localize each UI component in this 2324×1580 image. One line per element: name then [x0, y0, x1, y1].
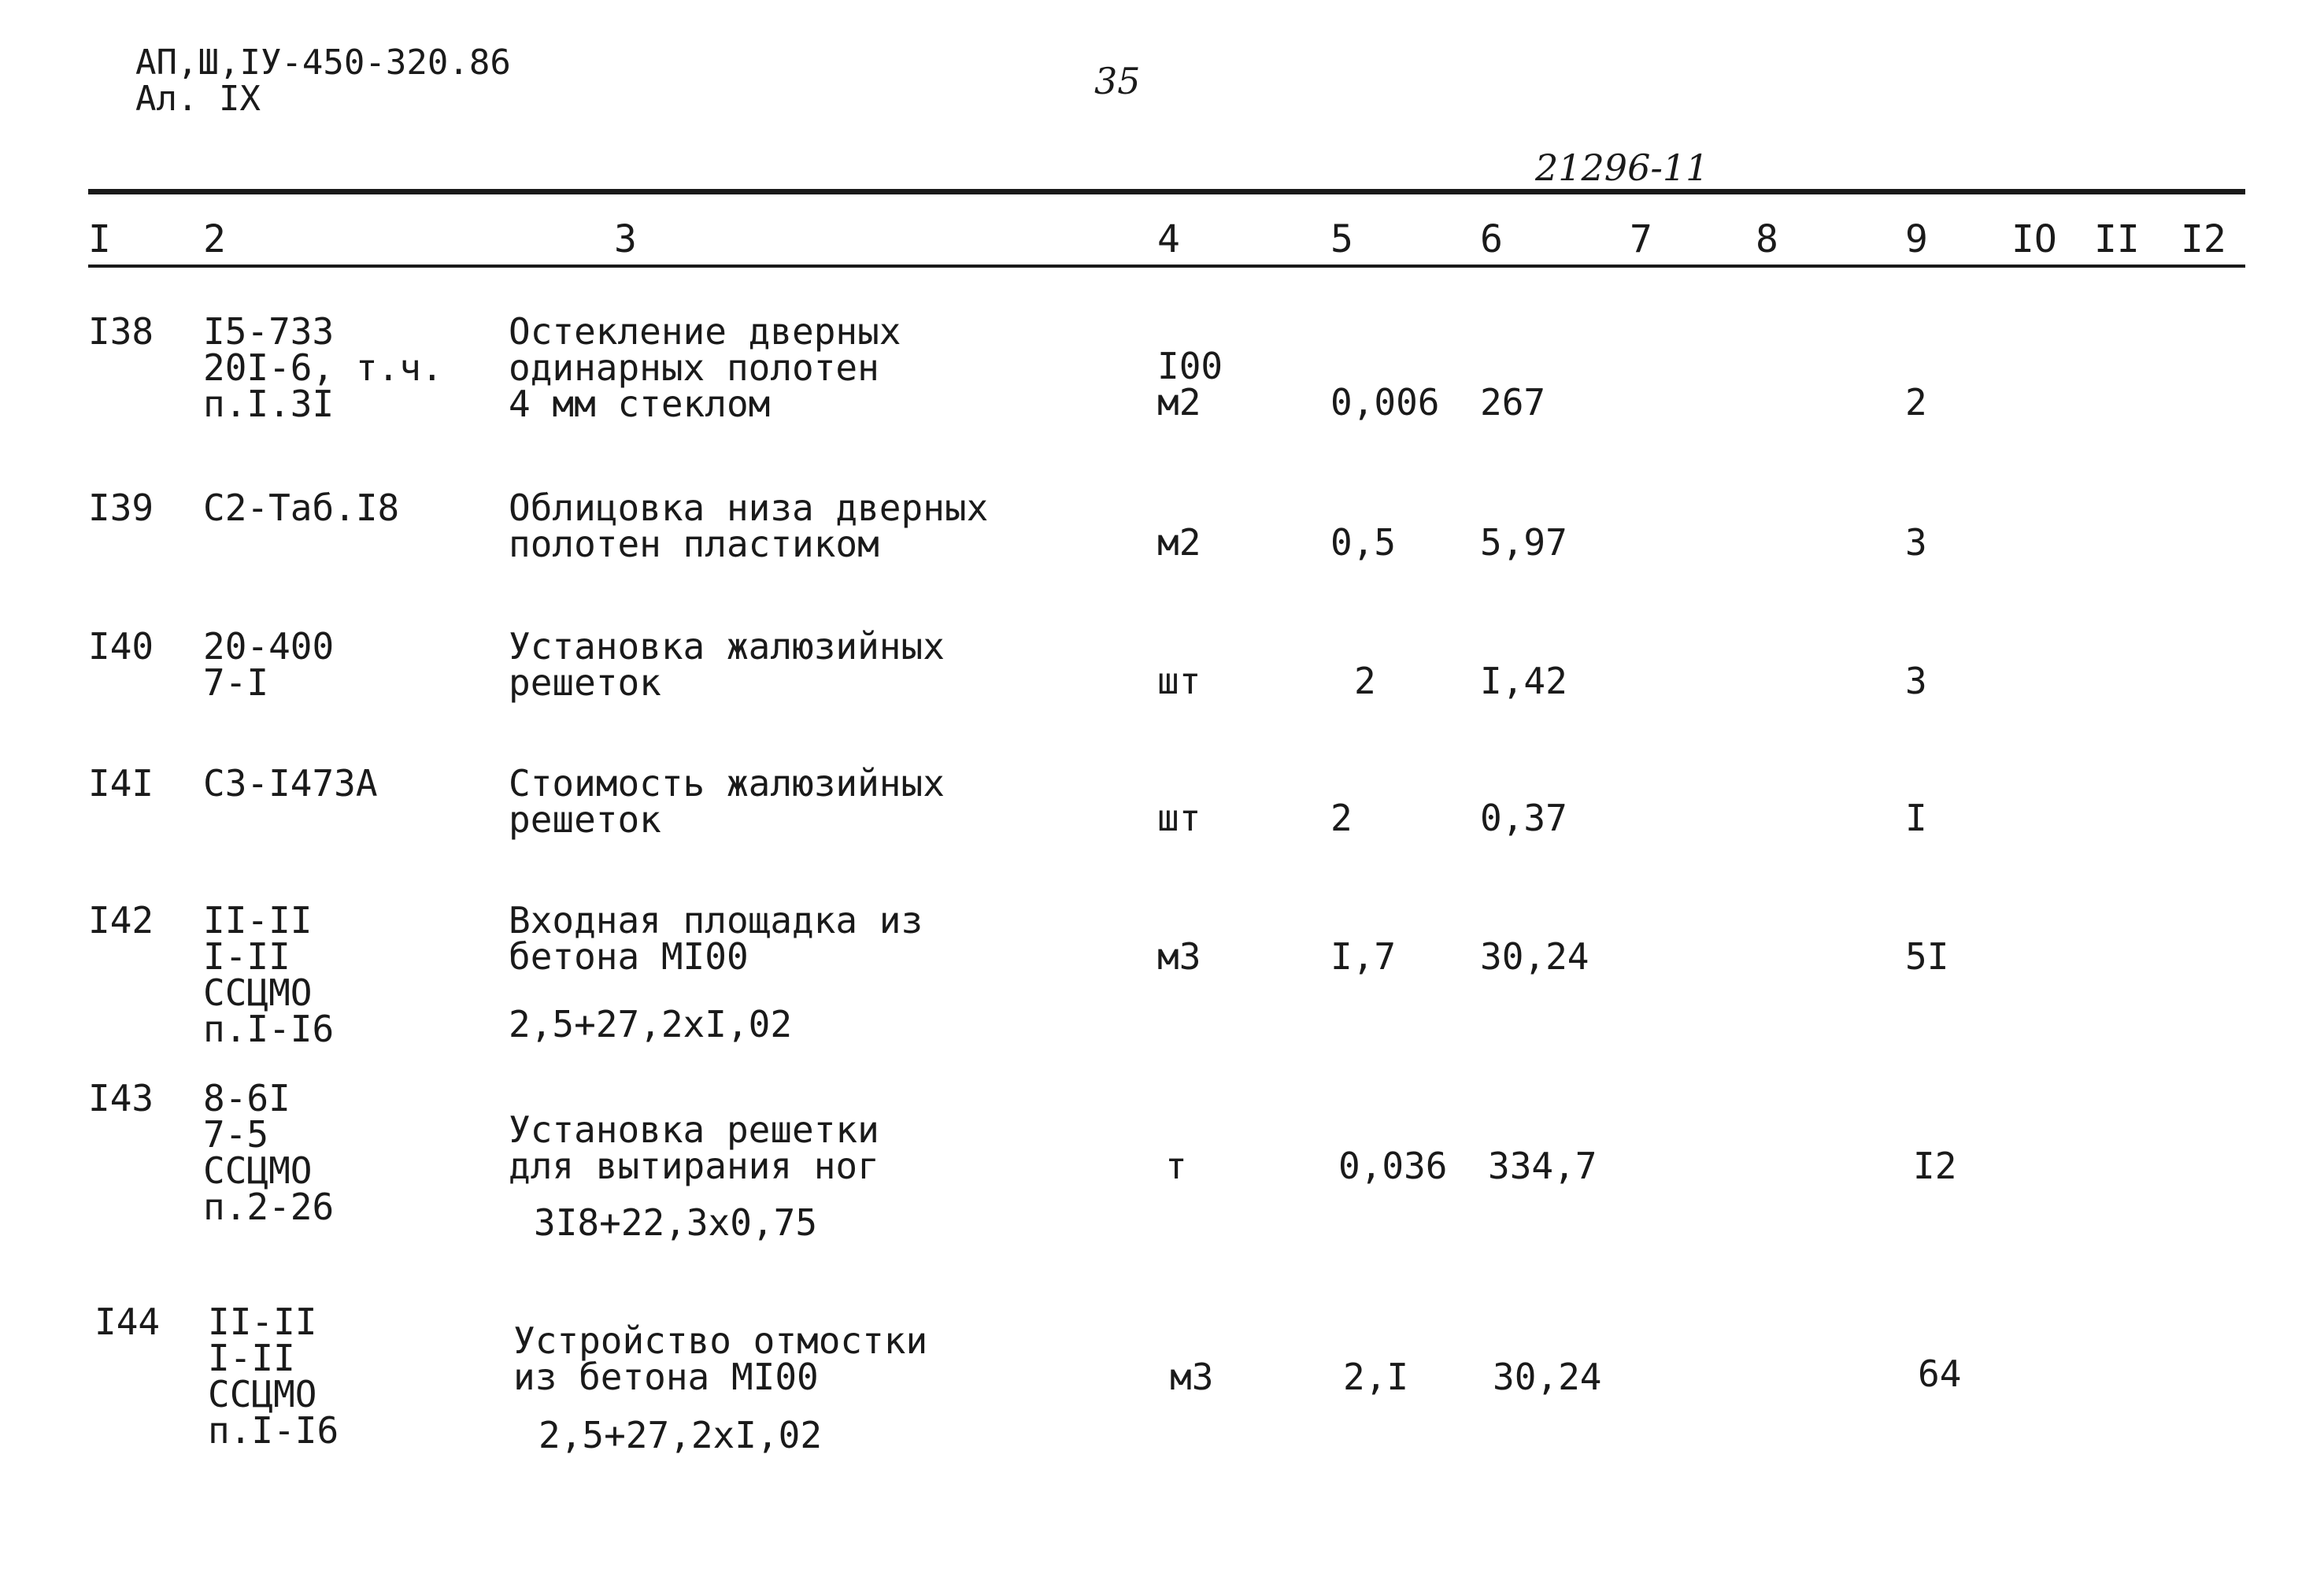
column-header-10: IO — [2011, 217, 2057, 261]
norm-code: II-II I-II ССЦМО п.I-I6 — [208, 1301, 339, 1452]
quantity: 2 — [1354, 660, 1376, 702]
unit-price: 30,24 — [1480, 935, 1589, 978]
header-bottom-rule — [88, 265, 2245, 268]
unit-price: 5,97 — [1480, 521, 1567, 564]
column-header-3: 3 — [614, 217, 637, 261]
quantity-calculation: 2,5+27,2хI,02 — [509, 1003, 793, 1045]
page-number: 35 — [1094, 60, 1141, 102]
row-number: I40 — [88, 625, 154, 668]
norm-code: I5-733 20I-6, т.ч. п.I.3I — [203, 310, 443, 425]
column-header-1: I — [88, 217, 111, 261]
work-description: Входная площадка из бетона МI00 — [509, 899, 923, 978]
unit: шт — [1157, 660, 1201, 702]
unit: I00 м2 — [1157, 345, 1223, 424]
column-header-12: I2 — [2181, 217, 2226, 261]
column-header-2: 2 — [203, 217, 226, 261]
work-description: Установка жалюзийных решеток — [509, 625, 945, 704]
table-top-rule — [88, 189, 2245, 194]
unit-price: 0,37 — [1480, 797, 1567, 839]
quantity-calculation: 2,5+27,2хI,02 — [538, 1414, 823, 1456]
total-cost: 5I — [1905, 935, 1949, 978]
row-number: I4I — [88, 762, 154, 805]
quantity-calculation: 3I8+22,3х0,75 — [534, 1201, 818, 1244]
column-header-9: 9 — [1905, 217, 1928, 261]
total-cost: 64 — [1918, 1352, 1962, 1395]
work-description: Стоимость жалюзийных решеток — [509, 762, 945, 841]
norm-code: С3-I473А — [203, 762, 378, 805]
quantity: I,7 — [1330, 935, 1397, 978]
norm-code: 20-400 7-I — [203, 625, 335, 704]
column-header-11: II — [2094, 217, 2140, 261]
row-number: I43 — [88, 1077, 154, 1119]
column-header-8: 8 — [1756, 217, 1778, 261]
norm-code: 8-6I 7-5 ССЦМО п.2-26 — [203, 1077, 335, 1228]
sheet-label: Ал. IX — [135, 79, 261, 119]
column-header-5: 5 — [1330, 217, 1353, 261]
total-cost: 3 — [1905, 660, 1927, 702]
quantity: 2 — [1330, 797, 1353, 839]
row-number: I38 — [88, 310, 154, 353]
inventory-number: 21296-11 — [1535, 146, 1709, 189]
unit: шт — [1157, 797, 1201, 839]
unit-price: I,42 — [1480, 660, 1567, 702]
unit: т — [1165, 1145, 1187, 1187]
document-code: АП,Ш,IУ-450-320.86 — [135, 43, 511, 83]
unit: м2 — [1157, 521, 1201, 564]
unit-price: 30,24 — [1493, 1356, 1602, 1398]
row-number: I39 — [88, 487, 154, 529]
total-cost: I — [1905, 797, 1927, 839]
total-cost: I2 — [1913, 1145, 1957, 1187]
row-number: I42 — [88, 899, 154, 942]
column-header-7: 7 — [1630, 217, 1652, 261]
quantity: 0,036 — [1338, 1145, 1448, 1187]
total-cost: 3 — [1905, 521, 1927, 564]
work-description: Остекление дверных одинарных полотен 4 мм стеклом — [509, 310, 901, 425]
row-number: I44 — [94, 1301, 161, 1343]
work-description: Облицовка низа дверных полотен пластиком — [509, 487, 989, 565]
quantity: 0,5 — [1330, 521, 1397, 564]
norm-code: II-II I-II ССЦМО п.I-I6 — [203, 899, 335, 1050]
unit: м3 — [1157, 935, 1201, 978]
unit: м3 — [1170, 1356, 1214, 1398]
quantity: 0,006 — [1330, 381, 1440, 424]
unit-price: 267 — [1480, 381, 1546, 424]
unit-price: 334,7 — [1488, 1145, 1597, 1187]
work-description: Устройство отмостки из бетона МI00 — [513, 1319, 928, 1398]
norm-code: С2-Таб.I8 — [203, 487, 400, 529]
column-header-6: 6 — [1480, 217, 1503, 261]
total-cost: 2 — [1905, 381, 1927, 424]
work-description: Установка решетки для вытирания ног — [509, 1108, 879, 1187]
quantity: 2,I — [1343, 1356, 1409, 1398]
column-header-4: 4 — [1157, 217, 1180, 261]
